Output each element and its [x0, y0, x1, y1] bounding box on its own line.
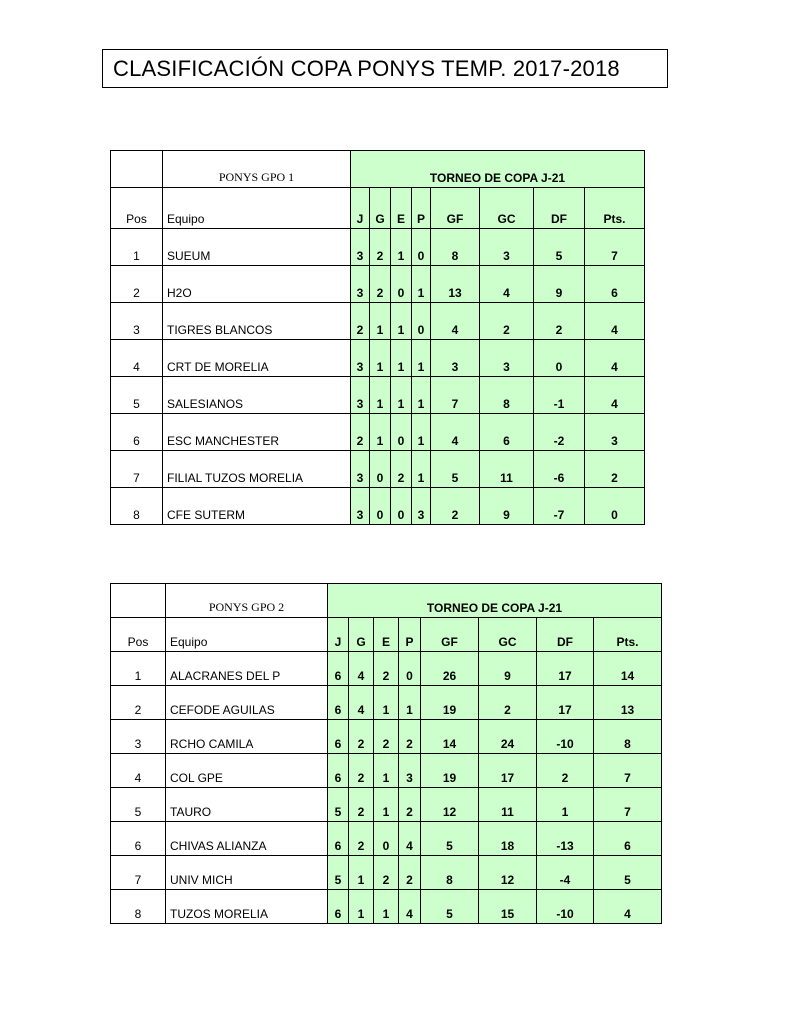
stat-e-cell: 1	[374, 788, 399, 822]
tournament-label: TORNEO DE COPA J-21	[351, 151, 645, 188]
stat-df-cell: -10	[537, 720, 594, 754]
stat-pts-cell: 4	[585, 377, 645, 414]
position-cell: 2	[111, 686, 166, 720]
standings-table-group-1	[110, 150, 645, 525]
stat-g-cell: 1	[349, 856, 374, 890]
page-title: CLASIFICACIÓN COPA PONYS TEMP. 2017-2018	[102, 49, 668, 88]
stat-j-cell: 3	[351, 266, 370, 303]
table-row	[111, 340, 645, 377]
stat-df-cell: -2	[534, 414, 585, 451]
position-cell: 3	[111, 720, 166, 754]
group-name: PONYS GPO 1	[163, 151, 351, 188]
position-cell: 3	[111, 303, 163, 340]
stat-pts-cell: 14	[594, 652, 662, 686]
stat-e-cell: 2	[374, 652, 399, 686]
stat-pts-cell: 13	[594, 686, 662, 720]
table-row	[111, 788, 662, 822]
stat-gf-cell: 14	[421, 720, 479, 754]
stat-gf-cell: 26	[421, 652, 479, 686]
table-row	[111, 229, 645, 266]
table-row	[111, 822, 662, 856]
position-cell: 1	[111, 652, 166, 686]
header-pts: Pts.	[594, 618, 662, 652]
stat-g-cell: 0	[370, 451, 391, 488]
team-name-cell: RCHO CAMILA	[166, 720, 328, 754]
stat-g-cell: 1	[370, 377, 391, 414]
stat-gc-cell: 17	[479, 754, 537, 788]
stat-gc-cell: 11	[479, 788, 537, 822]
position-cell: 8	[111, 488, 163, 525]
stat-gf-cell: 2	[431, 488, 480, 525]
stat-e-cell: 0	[374, 822, 399, 856]
team-name-cell: ESC MANCHESTER	[163, 414, 351, 451]
stat-gc-cell: 12	[479, 856, 537, 890]
stat-gf-cell: 19	[421, 754, 479, 788]
stat-df-cell: -7	[534, 488, 585, 525]
stat-gf-cell: 5	[421, 890, 479, 924]
stat-gc-cell: 9	[480, 488, 534, 525]
stat-g-cell: 1	[370, 303, 391, 340]
stat-j-cell: 5	[328, 856, 349, 890]
position-cell: 2	[111, 266, 163, 303]
stat-p-cell: 1	[412, 414, 431, 451]
header-gc: GC	[480, 188, 534, 229]
header-j: J	[351, 188, 370, 229]
stat-j-cell: 5	[328, 788, 349, 822]
stat-p-cell: 2	[399, 788, 421, 822]
stat-gf-cell: 19	[421, 686, 479, 720]
stat-p-cell: 4	[399, 890, 421, 924]
stat-df-cell: -4	[537, 856, 594, 890]
header-team: Equipo	[166, 618, 328, 652]
stat-j-cell: 6	[328, 720, 349, 754]
stat-gf-cell: 12	[421, 788, 479, 822]
team-name-cell: CRT DE MORELIA	[163, 340, 351, 377]
stat-pts-cell: 8	[594, 720, 662, 754]
team-name-cell: H2O	[163, 266, 351, 303]
stat-pts-cell: 2	[585, 451, 645, 488]
stat-j-cell: 6	[328, 822, 349, 856]
team-name-cell: CFE SUTERM	[163, 488, 351, 525]
stat-j-cell: 3	[351, 229, 370, 266]
stat-df-cell: 2	[534, 303, 585, 340]
corner-cell	[111, 151, 163, 188]
tournament-label: TORNEO DE COPA J-21	[328, 584, 662, 618]
group-2-rows	[111, 652, 662, 924]
stat-g-cell: 4	[349, 652, 374, 686]
stat-gc-cell: 15	[479, 890, 537, 924]
stat-gc-cell: 2	[479, 686, 537, 720]
stat-g-cell: 2	[349, 788, 374, 822]
stat-j-cell: 6	[328, 686, 349, 720]
table-row	[111, 890, 662, 924]
stat-p-cell: 1	[412, 340, 431, 377]
stat-g-cell: 1	[349, 890, 374, 924]
stat-gc-cell: 18	[479, 822, 537, 856]
team-name-cell: SALESIANOS	[163, 377, 351, 414]
table-row	[111, 754, 662, 788]
stat-j-cell: 3	[351, 488, 370, 525]
position-cell: 5	[111, 377, 163, 414]
stat-gc-cell: 8	[480, 377, 534, 414]
stat-df-cell: 17	[537, 686, 594, 720]
stat-gf-cell: 3	[431, 340, 480, 377]
stat-e-cell: 0	[391, 266, 412, 303]
stat-e-cell: 2	[374, 720, 399, 754]
stat-gc-cell: 3	[480, 340, 534, 377]
stat-j-cell: 6	[328, 652, 349, 686]
stat-g-cell: 2	[370, 229, 391, 266]
position-cell: 4	[111, 340, 163, 377]
header-pos: Pos	[111, 188, 163, 229]
header-df: DF	[534, 188, 585, 229]
position-cell: 8	[111, 890, 166, 924]
table-row	[111, 856, 662, 890]
stat-e-cell: 2	[391, 451, 412, 488]
team-name-cell: TAURO	[166, 788, 328, 822]
header-gf: GF	[431, 188, 480, 229]
stat-gc-cell: 2	[480, 303, 534, 340]
table-row	[111, 720, 662, 754]
position-cell: 1	[111, 229, 163, 266]
stat-pts-cell: 6	[594, 822, 662, 856]
stat-g-cell: 1	[370, 414, 391, 451]
stat-p-cell: 1	[412, 266, 431, 303]
stat-gf-cell: 4	[431, 303, 480, 340]
stat-g-cell: 0	[370, 488, 391, 525]
stat-pts-cell: 6	[585, 266, 645, 303]
table-row	[111, 414, 645, 451]
stat-e-cell: 0	[391, 488, 412, 525]
stat-pts-cell: 4	[594, 890, 662, 924]
stat-gc-cell: 4	[480, 266, 534, 303]
stat-gc-cell: 24	[479, 720, 537, 754]
stat-e-cell: 1	[391, 229, 412, 266]
stat-e-cell: 1	[391, 303, 412, 340]
header-pts: Pts.	[585, 188, 645, 229]
table-row	[111, 686, 662, 720]
header-j: J	[328, 618, 349, 652]
stat-p-cell: 2	[399, 720, 421, 754]
header-p: P	[399, 618, 421, 652]
stat-pts-cell: 5	[594, 856, 662, 890]
stat-pts-cell: 0	[585, 488, 645, 525]
position-cell: 7	[111, 856, 166, 890]
stat-p-cell: 0	[399, 652, 421, 686]
stat-df-cell: 0	[534, 340, 585, 377]
stat-gc-cell: 3	[480, 229, 534, 266]
stat-j-cell: 3	[351, 340, 370, 377]
team-name-cell: SUEUM	[163, 229, 351, 266]
stat-gf-cell: 8	[431, 229, 480, 266]
stat-p-cell: 2	[399, 856, 421, 890]
stat-gc-cell: 6	[480, 414, 534, 451]
team-name-cell: FILIAL TUZOS MORELIA	[163, 451, 351, 488]
position-cell: 6	[111, 822, 166, 856]
stat-gf-cell: 4	[431, 414, 480, 451]
header-gc: GC	[479, 618, 537, 652]
stat-j-cell: 2	[351, 414, 370, 451]
stat-pts-cell: 3	[585, 414, 645, 451]
stat-gf-cell: 5	[431, 451, 480, 488]
stat-j-cell: 3	[351, 451, 370, 488]
header-e: E	[391, 188, 412, 229]
stat-pts-cell: 7	[594, 788, 662, 822]
stat-j-cell: 6	[328, 754, 349, 788]
stat-g-cell: 2	[349, 822, 374, 856]
stat-j-cell: 6	[328, 890, 349, 924]
team-name-cell: UNIV MICH	[166, 856, 328, 890]
header-g: G	[370, 188, 391, 229]
stat-gf-cell: 5	[421, 822, 479, 856]
stat-p-cell: 1	[399, 686, 421, 720]
stat-gc-cell: 9	[479, 652, 537, 686]
stat-df-cell: -13	[537, 822, 594, 856]
header-g: G	[349, 618, 374, 652]
table-row	[111, 303, 645, 340]
stat-df-cell: -6	[534, 451, 585, 488]
stat-df-cell: 1	[537, 788, 594, 822]
stat-g-cell: 1	[370, 340, 391, 377]
stat-gf-cell: 7	[431, 377, 480, 414]
stat-df-cell: -1	[534, 377, 585, 414]
stat-gc-cell: 11	[480, 451, 534, 488]
stat-e-cell: 1	[391, 377, 412, 414]
stat-j-cell: 2	[351, 303, 370, 340]
position-cell: 6	[111, 414, 163, 451]
stat-e-cell: 1	[374, 754, 399, 788]
stat-p-cell: 1	[412, 451, 431, 488]
stat-p-cell: 4	[399, 822, 421, 856]
stat-e-cell: 1	[374, 890, 399, 924]
table-row	[111, 488, 645, 525]
stat-e-cell: 0	[391, 414, 412, 451]
standings-table-group-2	[110, 583, 662, 924]
stat-g-cell: 2	[370, 266, 391, 303]
team-name-cell: TIGRES BLANCOS	[163, 303, 351, 340]
header-e: E	[374, 618, 399, 652]
stat-e-cell: 1	[374, 686, 399, 720]
stat-df-cell: 2	[537, 754, 594, 788]
table-row	[111, 266, 645, 303]
stat-g-cell: 2	[349, 754, 374, 788]
stat-j-cell: 3	[351, 377, 370, 414]
stat-p-cell: 3	[399, 754, 421, 788]
header-gf: GF	[421, 618, 479, 652]
stat-gf-cell: 8	[421, 856, 479, 890]
stat-g-cell: 4	[349, 686, 374, 720]
team-name-cell: ALACRANES DEL P	[166, 652, 328, 686]
stat-pts-cell: 4	[585, 340, 645, 377]
header-p: P	[412, 188, 431, 229]
stat-pts-cell: 7	[585, 229, 645, 266]
table-row	[111, 451, 645, 488]
group-1-rows	[111, 229, 645, 525]
stat-pts-cell: 4	[585, 303, 645, 340]
group-name: PONYS GPO 2	[166, 584, 328, 618]
stat-p-cell: 3	[412, 488, 431, 525]
stat-gf-cell: 13	[431, 266, 480, 303]
team-name-cell: CHIVAS ALIANZA	[166, 822, 328, 856]
team-name-cell: TUZOS MORELIA	[166, 890, 328, 924]
stat-df-cell: 17	[537, 652, 594, 686]
position-cell: 7	[111, 451, 163, 488]
position-cell: 5	[111, 788, 166, 822]
stat-e-cell: 1	[391, 340, 412, 377]
table-row	[111, 377, 645, 414]
header-df: DF	[537, 618, 594, 652]
stat-p-cell: 0	[412, 229, 431, 266]
team-name-cell: CEFODE AGUILAS	[166, 686, 328, 720]
stat-pts-cell: 7	[594, 754, 662, 788]
team-name-cell: COL GPE	[166, 754, 328, 788]
table-row	[111, 652, 662, 686]
stat-df-cell: -10	[537, 890, 594, 924]
stat-e-cell: 2	[374, 856, 399, 890]
header-pos: Pos	[111, 618, 166, 652]
stat-df-cell: 5	[534, 229, 585, 266]
corner-cell	[111, 584, 166, 618]
stat-p-cell: 1	[412, 377, 431, 414]
stat-g-cell: 2	[349, 720, 374, 754]
stat-p-cell: 0	[412, 303, 431, 340]
header-team: Equipo	[163, 188, 351, 229]
position-cell: 4	[111, 754, 166, 788]
stat-df-cell: 9	[534, 266, 585, 303]
